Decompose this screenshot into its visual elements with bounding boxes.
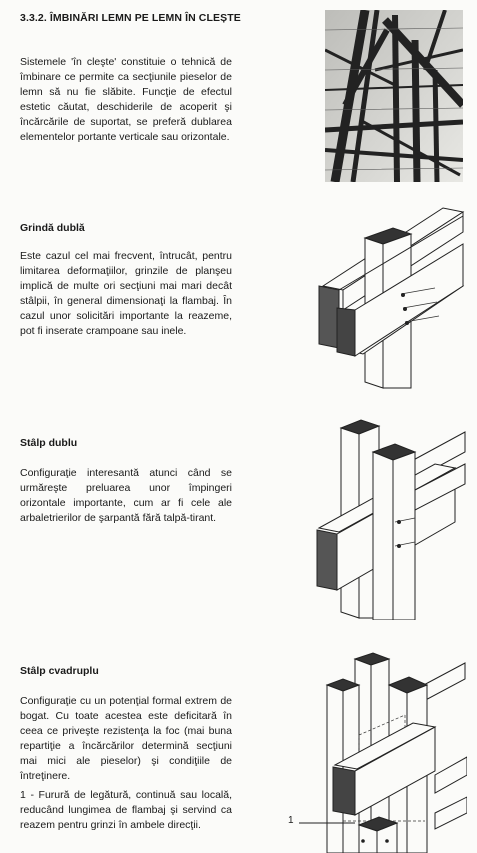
- paragraph-stalp-cvadruplu: Configuraţie cu un potenţial formal extrem de bogat. Cu toate acestea este deficitară în ceea ce priveşte rezistenţa la foc (mai buna repartiţie a încărcărilor determină secţiuni mai mici ale pieselor) şi condiţiile de întreţinere.: [20, 695, 232, 782]
- timber-structure-photo: [325, 10, 463, 182]
- heading-stalp-dublu: Stâlp dublu: [20, 437, 78, 449]
- heading-stalp-cvadruplu: Stâlp cvadruplu: [20, 665, 99, 677]
- quadruple-column-drawing: [285, 645, 467, 853]
- double-column-drawing: [315, 410, 467, 620]
- double-beam-drawing: [315, 198, 467, 390]
- callout-number: 1: [288, 815, 294, 826]
- note-1: 1 - Furură de legătură, continuă sau locală, reducând lungimea de flambaj şi servind ca reazem pentru grinzi în ambele direcţii.: [20, 789, 232, 831]
- paragraph-stalp-dublu: Configuraţie interesantă atunci când se urmăreşte preluarea unor împingeri orizontale importante, cum ar fi cele ale arbaletrierilor de şarpantă fără talpă-tirant.: [20, 467, 232, 524]
- intro-paragraph: Sistemele 'în cleşte' constituie o tehnică de îmbinare ce permite ca secţiunile pieselor de lemn să nu fie slăbite. Funcţie de efectul estetic căutat, deschiderile de acoperit şi încărcările de suportat, se preferă dublarea elementelor portante verticale sau orizontale.: [20, 56, 232, 143]
- section-title: 3.3.2. ÎMBINĂRI LEMN PE LEMN ÎN CLEȘTE: [20, 12, 241, 24]
- paragraph-grinda-dubla: Este cazul cel mai frecvent, întrucât, pentru limitarea deformaţiilor, grinzile de planşeu implică de multe ori secţiuni mai mari decât stâlpii, în general dimensionaţi la flambaj. În cazul unor solicitări importante la reazeme, pot fi inserate crampoane sau inele.: [20, 250, 232, 337]
- heading-grinda-dubla: Grindă dublă: [20, 222, 85, 234]
